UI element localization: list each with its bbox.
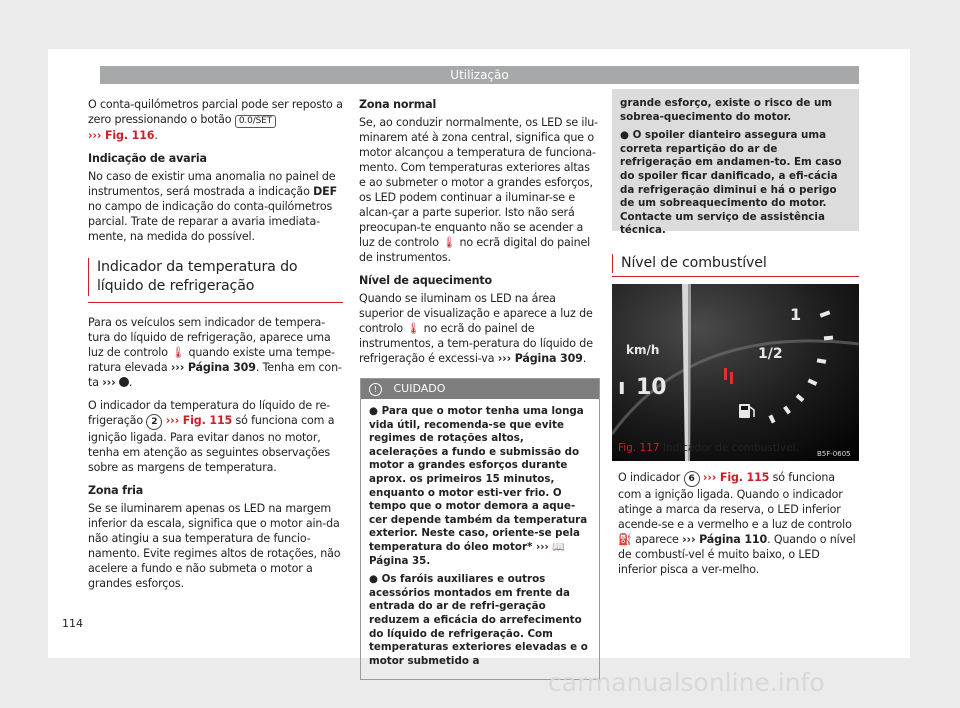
caution-box: [360, 378, 600, 680]
set-button-label: 0.0/SET: [235, 115, 276, 128]
figure-caption: Fig. 117 Indicador de combustível.: [618, 442, 799, 454]
paragraph: O indicador da temperatura do líquido de re-frigeração 2 ››› Fig. 115 só funciona com a ignição ligada. Para evitar danos no motor, tenha em atenção as seguintes observações sobre as margens de temperatura.: [88, 399, 335, 474]
section-rule: [612, 276, 859, 277]
section-title: Nível de combustível: [621, 255, 767, 271]
paragraph: Se, ao conduzir normalmente, os LED se ilu-minarem até à zona central, significa que o motor alcançou a temperatura de funciona-mento. Com temperaturas exteriores altas e ao submeter o motor a grandes esforços, os LED podem continuar a iluminar-se e alcan-çar a parte superior. Isto não será preocupan-te enquanto não se acender a luz de controlo 🌡 no ecrã digital do painel de instrumentos.: [359, 116, 599, 264]
gauge-label-kmh: km/h: [626, 343, 660, 357]
fuel-pump-icon: ⛽: [618, 533, 632, 546]
manual-book-icon: 📖: [552, 540, 566, 553]
section-rule: [88, 302, 343, 303]
paragraph: Quando se iluminam os LED na área superior de visualização e aparece a luz de controlo 🌡 no ecrã do painel de instrumentos, a tem-peratura do líquido de refrigeração é excessi-va ››› Página 309.: [359, 292, 593, 365]
fuel-gauge-image: [612, 284, 859, 461]
section-heading-block: [88, 258, 343, 296]
fuel-section-heading: [612, 254, 859, 277]
paragraph: No caso de existir uma anomalia no painel de instrumentos, será mostrada a indicação DEF no campo de indicação do conta-quilómetros parcial. Trate de reparar a avaria imediata-mente, na medida do possível.: [88, 170, 338, 243]
subheading: Zona fria: [88, 484, 144, 497]
coolant-warning-icon: 🌡: [442, 236, 457, 249]
page-header: Utilização: [100, 66, 859, 84]
gauge-label-speed: 10: [636, 375, 667, 400]
column-2: [359, 97, 599, 374]
paragraph: O conta-quilómetros parcial pode ser reposto a zero pressionando o botão 0.0/SET ››› Fig. 116.: [88, 98, 343, 142]
callout-number: 2: [146, 414, 162, 430]
figure-link[interactable]: ››› Fig. 115: [165, 414, 233, 427]
page-number: 114: [62, 617, 83, 630]
caution-box-continued: [612, 89, 859, 237]
page-link[interactable]: ››› Página 309: [170, 361, 256, 374]
paragraph: Se se iluminarem apenas os LED na margem inferior da escala, significa que o motor ain-da não atingiu a sua temperatura de funcio-namento. Evite regimes altos de rotações, não acelere a fundo e não submeta o motor a grandes esforços.: [88, 502, 341, 590]
page-link[interactable]: ››› Página 110: [682, 533, 768, 546]
page-link[interactable]: ››› Página 309: [497, 352, 583, 365]
subheading: Indicação de avaria: [88, 152, 207, 165]
bullet-item: ● Para que o motor tenha uma longa vida útil, recomenda-se que evite regimes de rotações altos, acelerações a fundo e submissão do motor a grandes esforços durante aprox. os primeiros 15 minutos, enquanto o motor esti-ver frio. O tempo que o motor demora a aque-cer depende também da temperatura exterior. Neste caso, oriente-se pela temperatura do óleo motor* ››› 📖 Página 35.: [369, 405, 588, 567]
bullet-item: ● Os faróis auxiliares e outros acessórios montados em frente da entrada do ar de refri-geração reduzem a eficácia do arrefecimento do líquido de refrigeração. Com temperaturas exteriores elevadas e o motor submetido a: [369, 573, 588, 667]
caution-body: [361, 399, 599, 679]
gauge-label-half: 1/2: [758, 346, 783, 362]
subheading: Nível de aquecimento: [359, 274, 492, 287]
bullet-item: ● O spoiler dianteiro assegura uma correta repartição do ar de refrigeração em andamen-to. Em caso do spoiler ficar danificado, a efi-cácia da refrigeração diminui e há o perigo de um sobreaquecimento do motor. Contacte um serviço de assistência técnica.: [620, 129, 842, 237]
figure-link[interactable]: ››› Fig. 115: [702, 471, 770, 484]
coolant-warning-icon: 🌡: [406, 322, 421, 335]
callout-number: 6: [684, 471, 700, 487]
info-circle-icon: !: [369, 383, 382, 396]
fuel-paragraph: O indicador 6 ››› Fig. 115 só funciona com a ignição ligada. Quando o indicador atinge a marca da reserva, o LED inferior acende-se e a vermelho e a luz de controlo ⛽ aparece ››› Página 110. Quando o nível de combustí-vel é muito baixo, o LED inferior pisca a ver-melho.: [618, 471, 856, 576]
fuel-gauge-figure: [612, 284, 859, 461]
reserve-indicator: [724, 368, 727, 380]
section-title: Indicador da temperatura do líquido de refrigeração: [97, 259, 298, 294]
column-1: [88, 97, 343, 599]
paragraph: Para os veículos sem indicador de tempera-tura do líquido de refrigeração, aparece uma luz de controlo 🌡 quando existe uma tempe-ratura elevada ››› Página 309. Tenha em con-ta ››› .: [88, 316, 342, 389]
subheading: Zona normal: [359, 98, 437, 111]
image-code: B5F-0605: [817, 450, 851, 458]
gauge-label-full: 1: [790, 305, 802, 324]
figure-link[interactable]: ››› Fig. 116: [88, 129, 155, 142]
watermark: carmanualsonline.info: [548, 668, 825, 697]
svg-text:ı: ı: [618, 375, 626, 400]
page-link[interactable]: Página 35: [369, 554, 427, 567]
paragraph: grande esforço, existe o risco de um sobrea-quecimento do motor.: [620, 97, 833, 123]
info-circle-icon: [119, 377, 129, 387]
caution-header: ! CUIDADO: [361, 379, 599, 399]
coolant-warning-icon: 🌡: [171, 346, 186, 359]
